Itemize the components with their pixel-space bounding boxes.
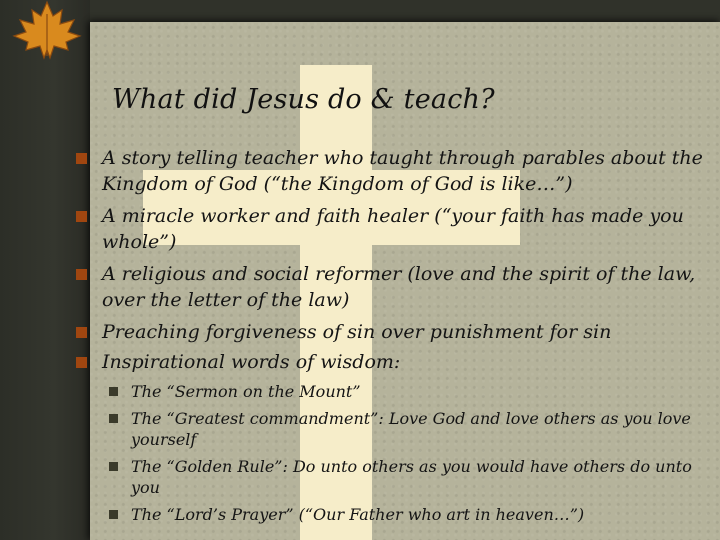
sub-bullet-text: The “Golden Rule”: Do unto others as you would have others do unto you [131,457,692,497]
sub-bullet-marker [109,462,118,471]
sub-bullet-marker [109,387,118,396]
list-item [102,145,714,197]
sub-bullet-text: The “Greatest commandment”: Love God and love others as you love yourself [131,409,691,449]
sub-bullet-text: The “Sermon on the Mount” [131,382,361,401]
list-item [102,349,714,375]
sub-bullet-marker [109,414,118,423]
slide-title: What did Jesus do & teach? [112,84,495,115]
bullet-marker [76,153,87,164]
list-item [102,319,714,345]
bullet-marker [76,327,87,338]
bullet-text: A religious and social reformer (love and the spirit of the law, over the letter of the law) [102,263,696,311]
bullet-marker [76,269,87,280]
bullet-text: Inspirational words of wisdom: [102,351,401,373]
sub-list-item [131,408,713,450]
sub-bullet-marker [109,510,118,519]
bullet-marker [76,357,87,368]
bullet-marker [76,211,87,222]
bullet-text: A miracle worker and faith healer (“your faith has made you whole”) [102,205,684,253]
list-item [102,203,714,255]
sub-list-item [131,504,713,525]
bullet-text: A story telling teacher who taught through parables about the Kingdom of God (“the Kingdom of God is like…”) [102,147,703,195]
maple-leaf-icon [6,0,88,62]
sub-list-item [131,381,713,402]
list-item [102,261,714,313]
sub-list-item [131,456,713,498]
sub-bullet-text: The “Lord’s Prayer” (“Our Father who art in heaven…”) [131,505,585,524]
top-border [0,0,720,22]
bullet-text: Preaching forgiveness of sin over punishment for sin [102,321,612,343]
